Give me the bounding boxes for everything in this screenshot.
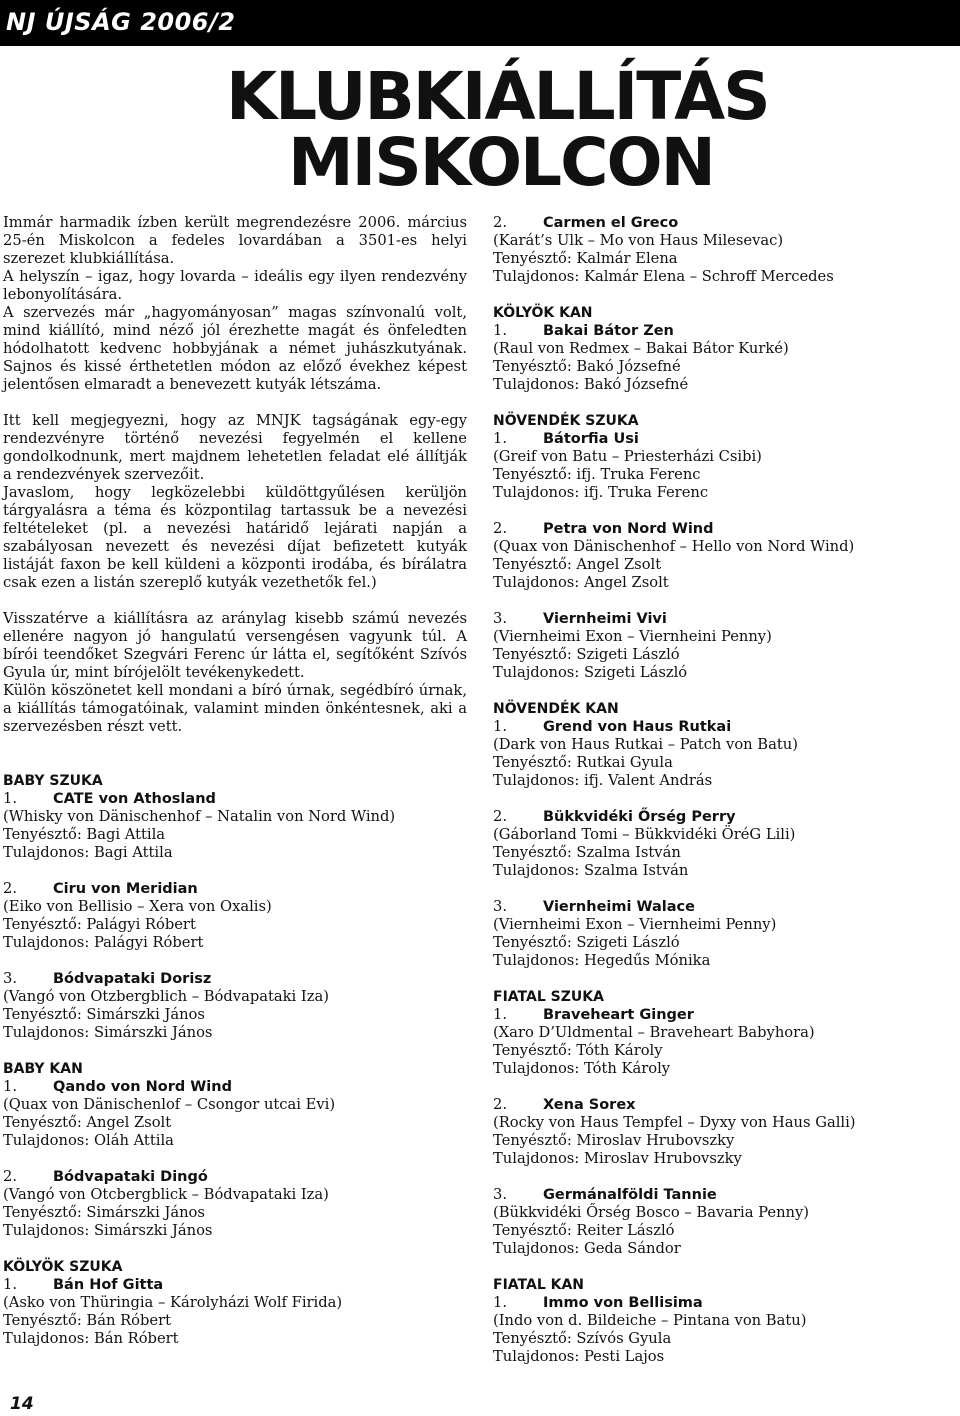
entry-pedigree: (Raul von Redmex – Bakai Bátor Kurké) bbox=[493, 340, 789, 357]
entry-pedigree: (Xaro D’Uldmental – Braveheart Babyhora) bbox=[493, 1024, 815, 1041]
result-entry bbox=[493, 1294, 955, 1366]
entry-dog-name: Bátorfia Usi bbox=[543, 431, 639, 447]
result-entry bbox=[3, 790, 467, 862]
entry-rank: 3. bbox=[493, 610, 508, 627]
entry-pedigree: (Rocky von Haus Tempfel – Dyxy von Haus Galli) bbox=[493, 1114, 856, 1131]
entry-pedigree: (Karát’s Ulk – Mo von Haus Milesevac) bbox=[493, 232, 784, 249]
entry-owner: Tulajdonos: Miroslav Hrubovszky bbox=[493, 1150, 742, 1167]
entry-breeder: Tenyésztő: Bán Róbert bbox=[3, 1312, 172, 1329]
entry-pedigree: (Viernheimi Exon – Viernheini Penny) bbox=[493, 628, 772, 645]
entry-breeder: Tenyésztő: Palágyi Róbert bbox=[3, 916, 196, 933]
entry-pedigree: (Whisky von Dänischenhof – Natalin von Nord Wind) bbox=[3, 808, 396, 825]
entry-rank: 3. bbox=[3, 970, 18, 987]
section-heading: KÖLYÖK SZUKA bbox=[3, 1259, 123, 1275]
section-heading: FIATAL KAN bbox=[493, 1277, 585, 1293]
intro-paragraph: Külön köszönetet kell mondani a bíró úrnak, segédbíró úrnak, a kiállítás támogatóinak, valamint minden önkéntesnek, aki a szervezésben részt vett. bbox=[3, 682, 467, 735]
result-entry bbox=[493, 808, 955, 880]
entry-pedigree: (Vangó von Otzbergblich – Bódvapataki Iza) bbox=[3, 988, 329, 1005]
intro-paragraph: A helyszín – igaz, hogy lovarda – ideális egy ilyen rendezvény lebonyolítására. bbox=[3, 268, 467, 303]
left-column bbox=[3, 214, 467, 1366]
result-entry bbox=[493, 610, 955, 682]
entry-dog-name: Grend von Haus Rutkai bbox=[543, 719, 732, 735]
intro-paragraph: A szervezés már „hagyományosan” magas színvonalú volt, mind kiállító, mind néző jól érezhette magát és önfeledten hódolhatott kedvenc hobbyjának a német juhászkutyának. Sajnos és kissé érthetetlen módon az előző évekhez képest jelentősen elmaradt a benevezett kutyák létszáma. bbox=[3, 304, 467, 393]
page-number: 14 bbox=[10, 1394, 34, 1414]
entry-rank: 2. bbox=[3, 1168, 18, 1185]
entry-rank: 1. bbox=[3, 790, 18, 807]
entry-breeder: Tenyésztő: Miroslav Hrubovszky bbox=[493, 1132, 735, 1149]
magazine-title: NJ ÚJSÁG 2006/2 bbox=[6, 8, 236, 36]
entry-dog-name: Immo von Bellisima bbox=[543, 1295, 703, 1311]
entry-owner: Tulajdonos: Szigeti László bbox=[493, 664, 688, 681]
entry-dog-name: Bakai Bátor Zen bbox=[543, 323, 674, 339]
entry-owner: Tulajdonos: Tóth Károly bbox=[493, 1060, 671, 1077]
result-entry bbox=[493, 430, 955, 502]
entry-dog-name: CATE von Athosland bbox=[53, 791, 216, 807]
entry-breeder: Tenyésztő: Bakó Józsefné bbox=[493, 358, 681, 375]
entry-rank: 3. bbox=[493, 1186, 508, 1203]
right-results bbox=[493, 304, 955, 1384]
entry-dog-name: Bükkvidéki Őrség Perry bbox=[543, 809, 736, 825]
entry-pedigree: (Eiko von Bellisio – Xera von Oxalis) bbox=[3, 898, 272, 915]
section-heading: BABY KAN bbox=[3, 1061, 83, 1077]
entry-pedigree: (Asko von Thüringia – Károlyházi Wolf Firida) bbox=[3, 1294, 343, 1311]
entry-owner: Tulajdonos: Pesti Lajos bbox=[493, 1348, 665, 1365]
entry-owner: Tulajdonos: Szalma István bbox=[493, 862, 689, 879]
entry-breeder: Tenyésztő: Kalmár Elena bbox=[493, 250, 678, 267]
entry-rank: 2. bbox=[493, 214, 508, 231]
intro-paragraph: Javaslom, hogy legközelebbi küldöttgyűlésen kerüljön tárgyalásra a téma és központilag tartassuk be a nevezési feltételeket (pl. a nevezési határidő lejárati napján a szabályosan nevezett és nevezési díjat befizetett kutyák listáját faxon be kell küldeni a központi irodába, és bírálatra csak ezen a listán szereplő kutyák vezethetők fel.) bbox=[3, 484, 467, 591]
result-entry bbox=[3, 970, 467, 1042]
entry-rank: 1. bbox=[493, 1294, 508, 1311]
intro-paragraph: Itt kell megjegyezni, hogy az MNJK tagságának egy-egy rendezvényre történő nevezési fegyelmén el kellene gondolkodnunk, mert majdnem lehetetlen feladat elé állítják a rendezvények szervezőit. bbox=[3, 412, 467, 483]
entry-rank: 1. bbox=[493, 430, 508, 447]
entry-owner: Tulajdonos: Simárszki János bbox=[3, 1222, 213, 1239]
entry-owner: Tulajdonos: Kalmár Elena – Schroff Mercedes bbox=[493, 268, 834, 285]
left-results bbox=[3, 772, 467, 1366]
entry-rank: 2. bbox=[3, 880, 18, 897]
entry-dog-name: Xena Sorex bbox=[543, 1097, 636, 1113]
entry-dog-name: Braveheart Ginger bbox=[543, 1007, 694, 1023]
entry-owner: Tulajdonos: ifj. Truka Ferenc bbox=[493, 484, 709, 501]
entry-dog-name: Carmen el Greco bbox=[543, 215, 679, 231]
entry-dog-name: Viernheimi Vivi bbox=[543, 611, 667, 627]
entry-pedigree: (Vangó von Otcbergblick – Bódvapataki Iza) bbox=[3, 1186, 329, 1203]
entry-breeder: Tenyésztő: Bagi Attila bbox=[3, 826, 166, 843]
section-heading: KÖLYÖK KAN bbox=[493, 305, 593, 321]
section-heading: FIATAL SZUKA bbox=[493, 989, 604, 1005]
entry-dog-name: Bódvapataki Dorisz bbox=[53, 971, 212, 987]
entry-rank: 1. bbox=[493, 1006, 508, 1023]
entry-pedigree: (Quax von Dänischenlof – Csongor utcai Evi) bbox=[3, 1096, 336, 1113]
entry-pedigree: (Bükkvidéki Őrség Bosco – Bavaria Penny) bbox=[493, 1204, 810, 1221]
entry-owner: Tulajdonos: Bakó Józsefné bbox=[493, 376, 689, 393]
entry-pedigree: (Dark von Haus Rutkai – Patch von Batu) bbox=[493, 736, 798, 753]
entry-owner: Tulajdonos: ifj. Valent András bbox=[493, 772, 713, 789]
entry-breeder: Tenyésztő: Tóth Károly bbox=[493, 1042, 663, 1059]
entry-rank: 2. bbox=[493, 808, 508, 825]
entry-pedigree: (Greif von Batu – Priesterházi Csibi) bbox=[493, 448, 762, 465]
section-heading: NÖVENDÉK SZUKA bbox=[493, 413, 639, 429]
entry-dog-name: Ciru von Meridian bbox=[53, 881, 198, 897]
section-heading: BABY SZUKA bbox=[3, 773, 103, 789]
result-entry bbox=[493, 1006, 955, 1078]
entry-owner: Tulajdonos: Hegedűs Mónika bbox=[493, 952, 711, 969]
entry-owner: Tulajdonos: Bán Róbert bbox=[3, 1330, 179, 1347]
entry-breeder: Tenyésztő: Szalma István bbox=[493, 844, 681, 861]
entry-rank: 2. bbox=[493, 520, 508, 537]
result-entry bbox=[493, 1186, 955, 1258]
entry-breeder: Tenyésztő: Rutkai Gyula bbox=[493, 754, 673, 771]
entry-dog-name: Bódvapataki Dingó bbox=[53, 1169, 208, 1185]
entry-breeder: Tenyésztő: Szigeti László bbox=[493, 934, 680, 951]
entry-owner: Tulajdonos: Geda Sándor bbox=[493, 1240, 681, 1257]
entry-rank: 1. bbox=[493, 718, 508, 735]
entry-breeder: Tenyésztő: Szívós Gyula bbox=[493, 1330, 672, 1347]
entry-pedigree: (Indo von d. Bildeiche – Pintana von Batu) bbox=[493, 1312, 807, 1329]
entry-dog-name: Viernheimi Walace bbox=[543, 899, 695, 915]
entry-owner: Tulajdonos: Simárszki János bbox=[3, 1024, 213, 1041]
entry-rank: 1. bbox=[3, 1078, 18, 1095]
entry-breeder: Tenyésztő: Simárszki János bbox=[3, 1204, 205, 1221]
result-entry bbox=[3, 1078, 467, 1150]
entry-owner: Tulajdonos: Bagi Attila bbox=[3, 844, 173, 861]
entry-rank: 1. bbox=[493, 322, 508, 339]
entry-rank: 1. bbox=[3, 1276, 18, 1293]
entry-breeder: Tenyésztő: ifj. Truka Ferenc bbox=[493, 466, 701, 483]
entry-breeder: Tenyésztő: Angel Zsolt bbox=[493, 556, 662, 573]
result-entry bbox=[3, 1276, 467, 1348]
result-entry bbox=[493, 718, 955, 790]
entry-breeder: Tenyésztő: Reiter László bbox=[493, 1222, 675, 1239]
entry-pedigree: (Quax von Dänischenhof – Hello von Nord Wind) bbox=[493, 538, 855, 555]
intro-paragraph: Immár harmadik ízben került megrendezésre 2006. március 25-én Miskolcon a fedeles lovardában a 3501-es helyi szerezet klubkiállítása. bbox=[3, 214, 467, 267]
entry-owner: Tulajdonos: Angel Zsolt bbox=[493, 574, 669, 591]
result-entry bbox=[493, 322, 955, 394]
entry-pedigree: (Gáborland Tomi – Bükkvidéki ÖréG Lili) bbox=[493, 826, 796, 843]
result-entry bbox=[3, 880, 467, 952]
entry-rank: 2. bbox=[493, 1096, 508, 1113]
entry-pedigree: (Viernheimi Exon – Viernheimi Penny) bbox=[493, 916, 777, 933]
result-entry bbox=[493, 214, 955, 286]
result-entry bbox=[493, 520, 955, 592]
entry-breeder: Tenyésztő: Simárszki János bbox=[3, 1006, 205, 1023]
entry-dog-name: Germánalföldi Tannie bbox=[543, 1187, 717, 1203]
result-entry bbox=[3, 1168, 467, 1240]
right-column bbox=[493, 214, 955, 1384]
entry-dog-name: Bán Hof Gitta bbox=[53, 1277, 164, 1293]
intro-paragraph: Visszatérve a kiállításra az aránylag kisebb számú nevezés ellenére nagyon jó hangulatú versengésen vagyunk túl. A bírói teendőket Szegvári Ferenc úr látta el, segítőként Szívós Gyula úr, mint bírójelölt tevékenykedett. bbox=[3, 610, 467, 681]
entry-owner: Tulajdonos: Palágyi Róbert bbox=[3, 934, 204, 951]
entry-dog-name: Qando von Nord Wind bbox=[53, 1079, 232, 1095]
article-title-line1: KLUBKIÁLLÍTÁS bbox=[226, 58, 769, 135]
article-title-line2: MISKOLCON bbox=[288, 124, 714, 201]
entry-breeder: Tenyésztő: Angel Zsolt bbox=[3, 1114, 172, 1131]
entry-breeder: Tenyésztő: Szigeti László bbox=[493, 646, 680, 663]
entry-dog-name: Petra von Nord Wind bbox=[543, 521, 714, 537]
result-entry bbox=[493, 1096, 955, 1168]
result-entry bbox=[493, 898, 955, 970]
entry-rank: 3. bbox=[493, 898, 508, 915]
header-bar bbox=[0, 0, 960, 46]
entry-owner: Tulajdonos: Oláh Attila bbox=[3, 1132, 174, 1149]
section-heading: NÖVENDÉK KAN bbox=[493, 701, 619, 717]
